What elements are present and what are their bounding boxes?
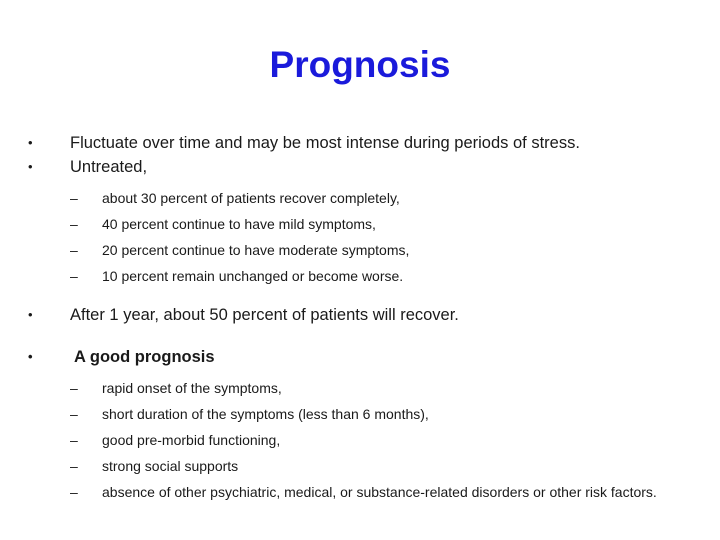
sub-item [70, 401, 698, 427]
bullet-text: Fluctuate over time and may be most intense during periods of stress. [70, 134, 580, 152]
bullet-good-prognosis [28, 345, 698, 369]
untreated-sublist [28, 185, 698, 289]
sub-item [70, 185, 698, 211]
dash-marker: – [70, 190, 78, 206]
sub-item [70, 375, 698, 401]
dash-marker: – [70, 242, 78, 258]
bullet-fluctuate [28, 131, 698, 155]
bullet-untreated [28, 155, 698, 179]
bullet-text: After 1 year, about 50 percent of patients will recover. [70, 306, 459, 324]
sub-item-text: 40 percent continue to have mild symptoms, [102, 216, 376, 232]
bullet-marker: • [28, 159, 33, 174]
sub-item [70, 479, 698, 505]
slide-title: Prognosis [269, 44, 451, 85]
bullet-text: Untreated, [70, 158, 148, 176]
dash-marker: – [70, 268, 78, 284]
dash-marker: – [70, 406, 78, 422]
sub-item [70, 263, 698, 289]
sub-item-text: about 30 percent of patients recover completely, [102, 190, 400, 206]
bullet-list [28, 131, 698, 505]
dash-marker: – [70, 380, 78, 396]
sub-item-text: short duration of the symptoms (less than 6 months), [102, 406, 429, 422]
sub-item-text: absence of other psychiatric, medical, or substance-related disorders or other risk factors. [102, 484, 657, 500]
bullet-marker: • [28, 349, 33, 364]
sub-item [70, 453, 698, 479]
bullet-marker: • [28, 135, 33, 150]
sub-item-text: good pre-morbid functioning, [102, 432, 281, 448]
sub-item [70, 237, 698, 263]
bullet-after-year [28, 303, 698, 327]
sub-item-text: strong social supports [102, 458, 239, 474]
dash-marker: – [70, 458, 78, 474]
bullet-marker: • [28, 307, 33, 322]
sub-item [70, 211, 698, 237]
sub-item-text: 10 percent remain unchanged or become worse. [102, 268, 404, 284]
sub-item-text: rapid onset of the symptoms, [102, 380, 282, 396]
sub-item-text: 20 percent continue to have moderate symptoms, [102, 242, 410, 258]
dash-marker: – [70, 216, 78, 232]
dash-marker: – [70, 432, 78, 448]
bullet-text: A good prognosis [74, 348, 215, 366]
good-prognosis-sublist [28, 375, 698, 505]
sub-item [70, 427, 698, 453]
dash-marker: – [70, 484, 78, 500]
